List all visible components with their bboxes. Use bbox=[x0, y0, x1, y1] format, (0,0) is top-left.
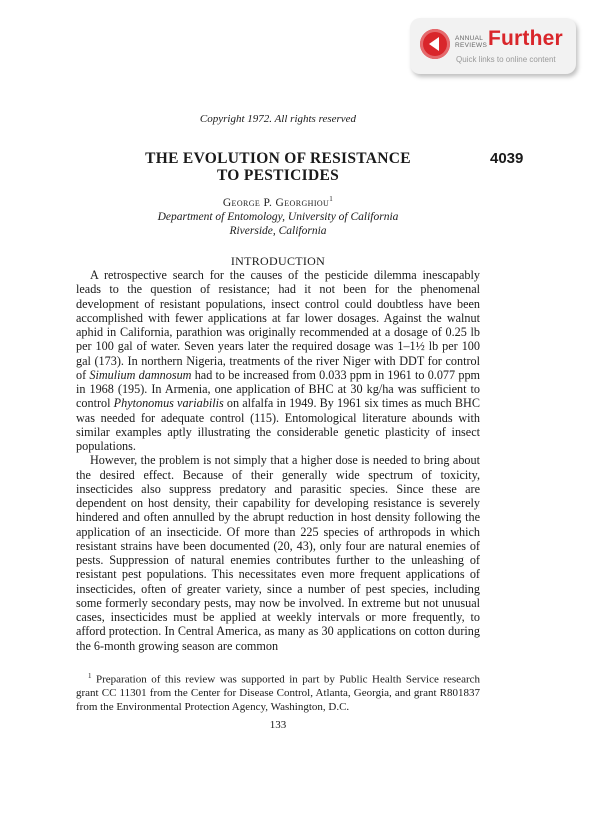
affiliation-line-2: Riverside, California bbox=[229, 225, 327, 237]
section-heading: INTRODUCTION bbox=[230, 254, 326, 268]
badge-annual-reviews bbox=[455, 35, 487, 49]
species-name-phytonomus: Phytonomus variabilis bbox=[113, 396, 224, 411]
paragraph-2: However, the problem is not simply that a higher dose is needed to bring about the desired effect. Because of their generally wide spectrum of toxicity, insecticides also suppress predatory and parasitic species. Since these are dependent on host density, their capability for developing resistance is severely hindered and often annulled by the abrupt reduction in host density following the application of an insecticide. Of more than 225 species of arthropods in which resistant strains have been documented (20, 43), only four are natural enemies of pests. Suppression of natural enemies contributes further to the unleashing of resistant pest populations. This necessitates even more frequent applications of insecticides, often of greater variety, since a number of pest species, including some formerly secondary pests, may now be involved. In extreme but not unusual cases, insecticides must be applied at weekly intervals or more frequently, to afford protection. In Central America, as many as 30 applications on cotton during the 6-month growing season are common bbox=[76, 453, 480, 653]
page-number: 133 bbox=[269, 719, 287, 731]
back-arrow-icon bbox=[420, 29, 450, 59]
author-name: George P. Georghiou bbox=[222, 196, 330, 209]
affiliation-line-1: Department of Entomology, University of California bbox=[157, 211, 399, 223]
footnote-text: Preparation of this review was supported in part by Public Health Service research grant CC 11301 from the Center for Disease Control, Atlanta, Georgia, and grant R801837 from the Environmental Protection Agency, Washington, D.C. bbox=[76, 673, 480, 713]
badge-annual: ANNUAL bbox=[455, 35, 484, 42]
footnote bbox=[76, 670, 480, 714]
species-name-simulium: Simulium damnosum bbox=[89, 367, 192, 382]
copyright-line: Copyright 1972. All rights reserved bbox=[199, 113, 357, 125]
badge-subtitle: Quick links to online content bbox=[456, 55, 556, 64]
article-title-line-1: THE EVOLUTION OF RESISTANCE bbox=[145, 150, 411, 167]
author-line bbox=[0, 195, 556, 209]
further-badge-link[interactable] bbox=[410, 18, 576, 74]
badge-reviews: REVIEWS bbox=[455, 42, 488, 49]
article-title bbox=[100, 150, 456, 184]
footnote-mark: 1 bbox=[88, 672, 92, 680]
author-footnote-mark: 1 bbox=[329, 195, 334, 203]
paragraph-1-text-a: A retrospective search for the causes of the pesticide dilemma inescapably leads to the question of resistance; had it not been for the phenomenal development of resistant populations, insect control could doubtless have been accomplished with fewer applications at far lower dosages. Against the walnut aphid in California, parathion was originally recommended at a dosage of 0.25 lb per 100 gal of water. Seven years later the required dosage was 1–1½ lb per 100 gal (173). In northern Nigeria, treatments of the river Niger with DDT for control of bbox=[76, 268, 480, 382]
paragraph-1-text-c: on alfalfa in 1949. By 1961 six times as much BHC was needed for adequate control (115). Entomological literature abounds with similar examples aptly illustrating the considerable genetic plasticity of insect populations. bbox=[76, 396, 480, 453]
paragraph-1-text-b: had to be increased from 0.033 ppm in 1961 to 0.077 ppm in 1968 (195). In Armenia, one application of BHC at 30 kg/ha was sufficient to control bbox=[76, 367, 481, 411]
article-title-line-2: TO PESTICIDES bbox=[216, 167, 340, 184]
document-number: 4039 bbox=[490, 150, 524, 167]
paragraph-1 bbox=[76, 268, 480, 453]
body-text bbox=[76, 268, 480, 653]
affiliation bbox=[0, 210, 556, 238]
badge-further-word: Further bbox=[488, 27, 563, 50]
